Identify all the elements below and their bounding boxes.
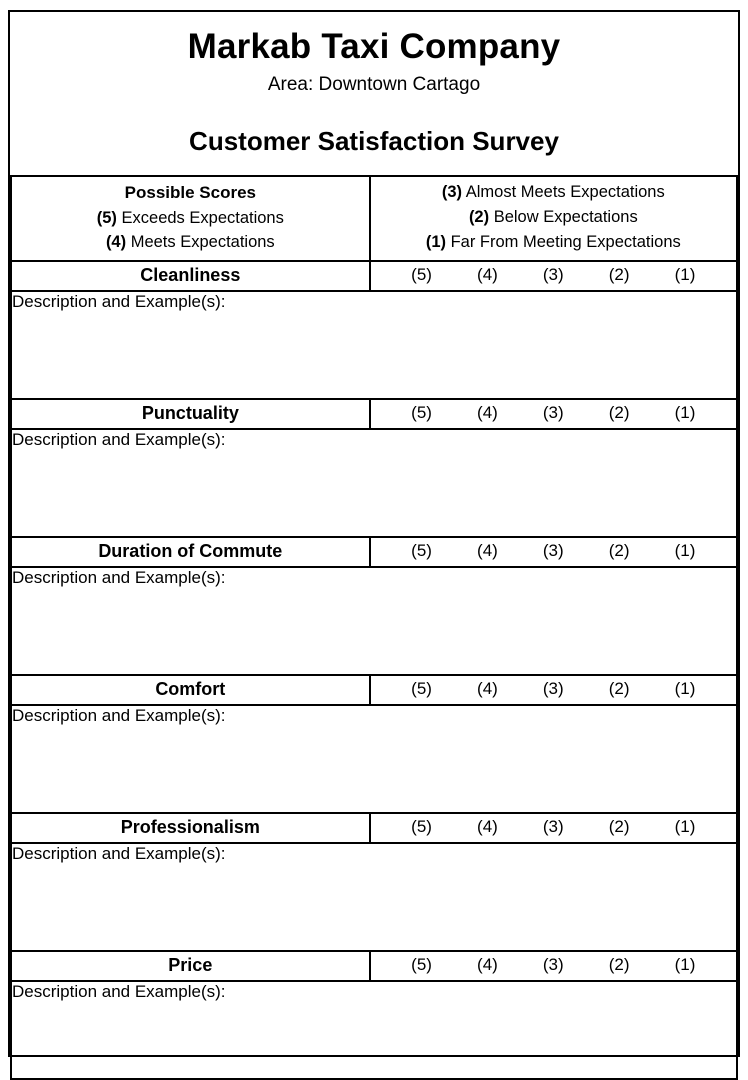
rating-option-1[interactable]: (1): [674, 403, 696, 422]
description-field-cleanliness[interactable]: Description and Example(s):: [11, 291, 737, 399]
category-name-cell: [11, 951, 370, 981]
description-field-comfort[interactable]: Description and Example(s):: [11, 705, 737, 813]
score-option-3: (3) Almost Meets Expectations: [441, 183, 665, 201]
rating-option-2[interactable]: (2): [608, 265, 630, 284]
category-name-cell: [11, 675, 370, 705]
scores-legend-right: [371, 177, 736, 259]
rating-option-4[interactable]: (4): [477, 403, 498, 422]
rating-cell-comfort: [370, 675, 737, 705]
rating-options-comfort: [371, 676, 736, 703]
score-option-1: (1) Far From Meeting Expectations: [425, 232, 681, 251]
rating-option-3[interactable]: (3): [542, 265, 564, 284]
rating-option-1[interactable]: (1): [674, 265, 696, 284]
rating-options-price: [371, 952, 736, 979]
scores-legend-row: [11, 176, 737, 261]
rating-option-2[interactable]: (2): [608, 541, 630, 560]
rating-options-professionalism: [371, 814, 736, 841]
rating-option-1[interactable]: (1): [674, 679, 696, 698]
rating-option-3[interactable]: (3): [542, 679, 564, 698]
rating-option-3[interactable]: (3): [542, 541, 564, 560]
rating-cell-cleanliness: [370, 261, 737, 291]
description-row-cleanliness: [11, 291, 737, 399]
category-label-comfort: Comfort: [155, 679, 226, 699]
rating-option-3[interactable]: (3): [542, 955, 564, 974]
category-row-cleanliness: [11, 261, 737, 291]
category-label-punctuality: Punctuality: [141, 403, 239, 423]
rating-option-4[interactable]: (4): [477, 679, 498, 698]
possible-scores-heading: Possible Scores: [124, 183, 256, 202]
score-option-2: (2) Below Expectations: [468, 207, 638, 226]
rating-option-1[interactable]: (1): [674, 541, 696, 560]
category-name-cell: [11, 399, 370, 429]
document-header: [10, 12, 738, 175]
rating-option-4[interactable]: (4): [477, 955, 498, 974]
category-label-cleanliness: Cleanliness: [140, 265, 241, 285]
category-row-punctuality: [11, 399, 737, 429]
category-label-price: Price: [168, 955, 213, 975]
description-row-punctuality: [11, 429, 737, 537]
rating-option-3[interactable]: (3): [542, 403, 564, 422]
rating-option-5[interactable]: (5): [411, 955, 432, 974]
rating-option-5[interactable]: (5): [411, 265, 432, 284]
category-label-duration-of-commute: Duration of Commute: [98, 541, 283, 561]
description-field-punctuality[interactable]: Description and Example(s):: [11, 429, 737, 537]
category-row-comfort: [11, 675, 737, 705]
rating-option-2[interactable]: (2): [608, 679, 630, 698]
rating-option-5[interactable]: (5): [411, 817, 432, 836]
scores-legend-left: [12, 177, 369, 260]
rating-cell-price: [370, 951, 737, 981]
rating-options-cleanliness: [371, 262, 736, 289]
description-row-comfort: [11, 705, 737, 813]
rating-option-4[interactable]: (4): [477, 541, 498, 560]
description-row-price: [11, 981, 737, 1079]
rating-option-1[interactable]: (1): [674, 817, 696, 836]
rating-option-2[interactable]: (2): [608, 955, 630, 974]
description-field-duration-of-commute[interactable]: Description and Example(s):: [11, 567, 737, 675]
rating-cell-punctuality: [370, 399, 737, 429]
survey-sheet: [8, 10, 740, 1057]
description-row-professionalism: [11, 843, 737, 951]
survey-title: Customer Satisfaction Survey: [189, 126, 559, 156]
score-option-4: (4) Meets Expectations: [105, 233, 275, 252]
rating-option-5[interactable]: (5): [411, 541, 432, 560]
rating-options-punctuality: [371, 400, 736, 427]
rating-options-duration-of-commute: [371, 538, 736, 565]
scores-legend-right-cell: [370, 176, 737, 261]
category-name-cell: [11, 537, 370, 567]
company-title: Markab Taxi Company: [187, 27, 561, 66]
rating-option-3[interactable]: (3): [542, 817, 564, 836]
rating-option-4[interactable]: (4): [477, 817, 498, 836]
description-field-price[interactable]: Description and Example(s):: [11, 981, 737, 1079]
category-label-professionalism: Professionalism: [120, 817, 260, 837]
rating-cell-professionalism: [370, 813, 737, 843]
score-option-5: (5) Exceeds Expectations: [96, 208, 284, 227]
rating-option-1[interactable]: (1): [674, 955, 696, 974]
description-field-professionalism[interactable]: Description and Example(s):: [11, 843, 737, 951]
description-row-duration-of-commute: [11, 567, 737, 675]
rating-cell-duration-of-commute: [370, 537, 737, 567]
rating-option-4[interactable]: (4): [477, 265, 498, 284]
category-row-professionalism: [11, 813, 737, 843]
scores-legend-left-cell: [11, 176, 370, 261]
category-row-duration-of-commute: [11, 537, 737, 567]
rating-option-2[interactable]: (2): [608, 403, 630, 422]
area-line: Area: Downtown Cartago: [267, 74, 481, 95]
category-row-price: [11, 951, 737, 981]
rating-option-5[interactable]: (5): [411, 679, 432, 698]
category-name-cell: [11, 261, 370, 291]
rating-option-2[interactable]: (2): [608, 817, 630, 836]
rating-option-5[interactable]: (5): [411, 403, 432, 422]
survey-table: [10, 175, 738, 1080]
category-name-cell: [11, 813, 370, 843]
